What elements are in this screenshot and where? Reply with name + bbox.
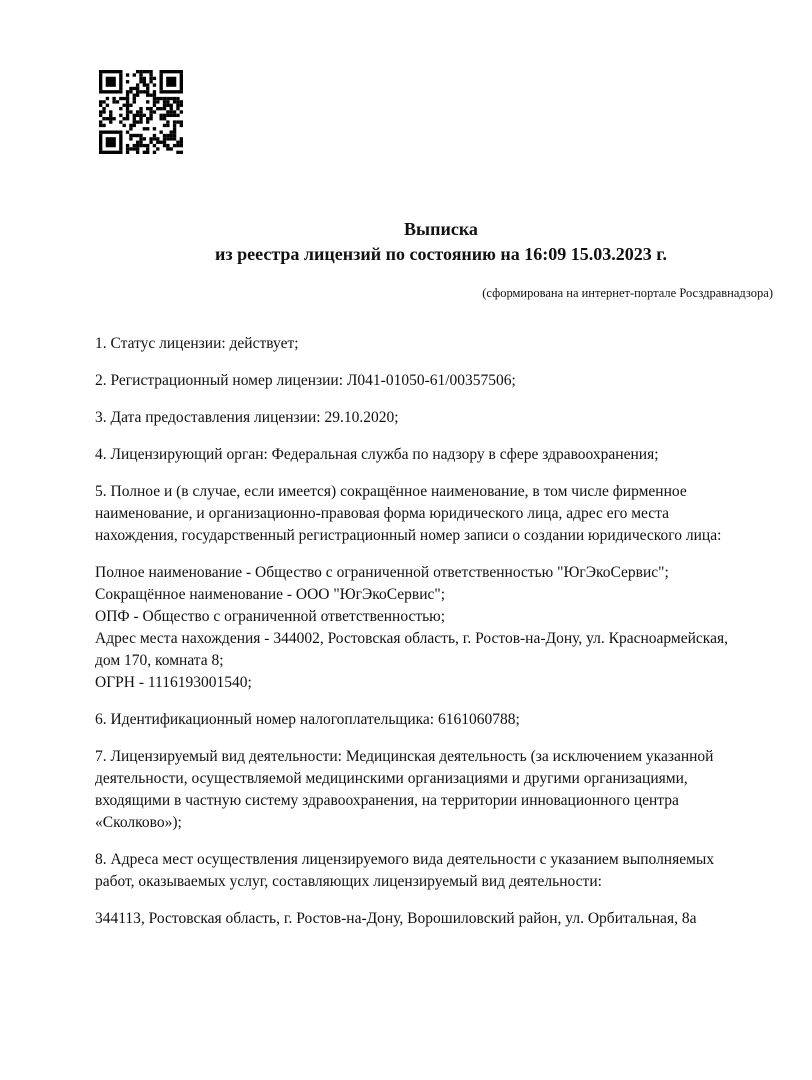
paragraph-activity-addresses-intro: 8. Адреса мест осуществления лицензируемого вида деятельности с указанием выполняемых работ, оказываемых услуг, составляющих лицензируемый вид деятельности: [95,851,715,890]
title-line-1: Выписка [404,219,478,239]
paragraph-registration-number: 2. Регистрационный номер лицензии: Л041-01050-61/00357506; [95,372,516,389]
paragraph-grant-date: 3. Дата предоставления лицензии: 29.10.2020; [95,409,399,426]
detail-short-name: Сокращённое наименование - ООО "ЮгЭкоСервис"; [95,586,446,603]
document-title [70,217,812,267]
qr-code-icon [99,70,183,154]
detail-legal-form: ОПФ - Общество с ограниченной ответственностью; [95,608,446,625]
title-line-2: из реестра лицензий по состоянию на 16:09 15.03.2023 г. [215,244,667,264]
detail-legal-address: Адрес места нахождения - 344002, Ростовская область, г. Ростов-на-Дону, ул. Красноармейская, дом 170, комната 8; [95,630,728,669]
company-details-block [95,562,747,694]
paragraph-licensing-authority: 4. Лицензирующий орган: Федеральная служба по надзору в сфере здравоохранения; [95,446,659,463]
paragraph-activity-address: 344113, Ростовская область, г. Ростов-на-Дону, Ворошиловский район, ул. Орбитальная, 8а [95,910,697,927]
document-body [95,333,747,945]
detail-ogrn: ОГРН - 1116193001540; [95,674,252,691]
document-subtitle: (сформирована на интернет-портале Росздравнадзора) [482,286,773,300]
paragraph-inn: 6. Идентификационный номер налогоплательщика: 6161060788; [95,711,520,728]
paragraph-license-status: 1. Статус лицензии: действует; [95,335,299,352]
paragraph-entity-intro: 5. Полное и (в случае, если имеется) сокращённое наименование, в том числе фирменное наименование, и организационно-правовая форма юридического лица, адрес его места нахождения, государственный регистрационный номер записи о создании юридического лица: [95,483,722,544]
detail-full-name: Полное наименование - Общество с ограниченной ответственностью "ЮгЭкоСервис"; [95,564,669,581]
paragraph-licensed-activity: 7. Лицензируемый вид деятельности: Медицинская деятельность (за исключением указанной деятельности, осуществляемой медицинскими организациями и другими организациями, входящими в частную систему здравоохранения, на территории инновационного центра «Сколково»); [95,748,714,831]
